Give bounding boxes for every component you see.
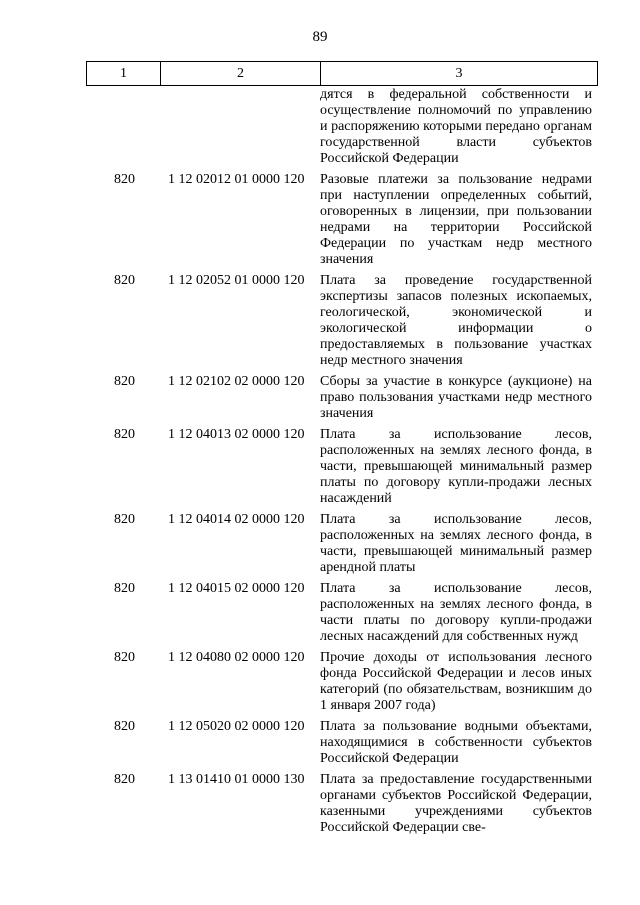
table-body bbox=[86, 86, 598, 836]
classification-code: 1 12 04015 02 0000 120 bbox=[168, 581, 305, 596]
row-description: Плата за использование лесов, расположенных на землях лесного фонда, в части платы по договору купли-продажи лесных насаждений для собственных нужд bbox=[320, 581, 592, 644]
header-col-2: 2 bbox=[161, 62, 321, 85]
admin-code: 820 bbox=[114, 427, 135, 442]
table-row bbox=[86, 650, 598, 714]
classification-code: 1 12 04014 02 0000 120 bbox=[168, 512, 305, 527]
admin-code: 820 bbox=[114, 581, 135, 596]
row-description: Плата за использование лесов, расположенных на землях лесного фонда, в части, превышающей минимальный размер платы по договору купли-продажи лесных насаждений bbox=[320, 427, 592, 506]
table-row bbox=[86, 581, 598, 645]
header-col-3: 3 bbox=[455, 65, 463, 81]
header-col-1: 1 bbox=[87, 62, 161, 85]
classification-code bbox=[160, 87, 320, 167]
classification-code: 1 12 02012 01 0000 120 bbox=[168, 172, 305, 187]
classification-code: 1 12 04013 02 0000 120 bbox=[168, 427, 305, 442]
row-description: Плата за использование лесов, расположенных на землях лесного фонда, в части, превышающей минимальный размер арендной платы bbox=[320, 512, 592, 575]
row-description: Прочие доходы от использования лесного фонда Российской Федерации и лесов иных категорий (по обязательствам, возникшим до 1 января 2007 года) bbox=[320, 650, 592, 713]
table-row bbox=[86, 87, 598, 167]
admin-code: 820 bbox=[114, 772, 135, 787]
table-row bbox=[86, 273, 598, 369]
classification-code: 1 13 01410 01 0000 130 bbox=[168, 772, 305, 787]
classification-code: 1 12 02052 01 0000 120 bbox=[168, 273, 305, 288]
table-row bbox=[86, 427, 598, 507]
classification-code: 1 12 04080 02 0000 120 bbox=[168, 650, 305, 665]
table-row bbox=[86, 374, 598, 422]
classification-code: 1 12 05020 02 0000 120 bbox=[168, 719, 305, 734]
row-description: Сборы за участие в конкурсе (аукционе) на право пользования участками недр местного значения bbox=[320, 374, 592, 421]
admin-code: 820 bbox=[114, 273, 135, 288]
table-row bbox=[86, 172, 598, 268]
table-row bbox=[86, 772, 598, 836]
classification-code: 1 12 02102 02 0000 120 bbox=[168, 374, 305, 389]
row-description: Разовые платежи за пользование недрами при наступлении определенных событий, оговоренных в лицензии, при пользовании недрами на территории Российской Федерации по участкам недр местного значения bbox=[320, 172, 592, 267]
table-row bbox=[86, 719, 598, 767]
row-description: Плата за пользование водными объектами, находящимися в собственности субъектов Российской Федерации bbox=[320, 719, 592, 766]
admin-code: 820 bbox=[114, 650, 135, 665]
row-description: Плата за проведение государственной экспертизы запасов полезных ископаемых, геологической, экономической и экологической информации о предоставляемых в пользование участках недр местного значения bbox=[320, 273, 592, 368]
admin-code: 820 bbox=[114, 172, 135, 187]
row-description: Плата за предоставление государственными органами субъектов Российской Федерации, казенными учреждениями субъектов Российской Федерации све- bbox=[320, 772, 592, 835]
table-header bbox=[86, 61, 598, 86]
row-description: дятся в федеральной собственности и осуществление полномочий по управлению и распоряжению которыми передано органам государственной власти субъектов Российской Федерации bbox=[320, 87, 592, 166]
page-number: 89 bbox=[312, 29, 328, 45]
admin-code bbox=[86, 87, 160, 167]
admin-code: 820 bbox=[114, 719, 135, 734]
table-row bbox=[86, 512, 598, 576]
admin-code: 820 bbox=[114, 512, 135, 527]
admin-code: 820 bbox=[114, 374, 135, 389]
